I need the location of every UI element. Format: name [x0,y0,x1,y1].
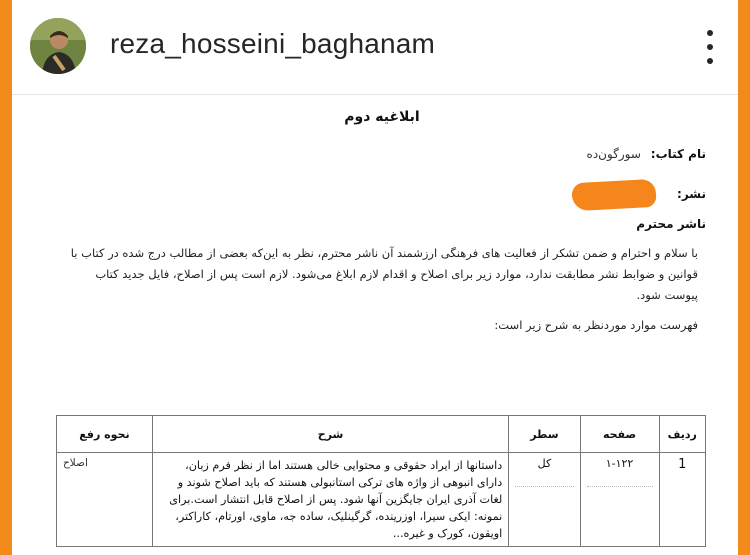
header-row: ردیف [659,416,706,453]
book-name-label: نام کتاب: [650,147,706,161]
profile-photo-icon [30,18,86,74]
list-intro: فهرست موارد موردنظر به شرح زیر است: [494,318,698,332]
cell-description: داستانها از ایراد حقوقی و محتوایی خالی هستند اما از نظر فرم زبان، دارای انبوهی از واژه های ترکی استانبولی هستند که باید اصلاح شوند و لغات آذری ایران جایگزین آنها شود. پس از اصلاح قابل انتشار است.برای نمونه: ایکی سیرا، اوزریندە، گرگینلیک، سادە جه، ماوی، اورتام، کاراکتر، اویقون، کورک و غیره... [152,453,508,547]
publisher-label: نشر: [677,187,706,201]
header-description: شرح [152,416,508,453]
post-header [12,0,738,95]
book-name-field [587,147,706,161]
cell-line: کل [509,453,580,547]
body-paragraph: با سلام و احترام و ضمن تشکر از فعالیت های فرهنگی ارزشمند آن ناشر محترم، نظر به این‌که بعضی از مطالب درج شده در کتاب با قوانین و ضوابط نشر مطابقت ندارد، موارد زیر برای اصلاح و اقدام لازم ابلاغ می‌شود. لازم است پس از اصلاح، فایل جدید کتاب پیوست شود. [70,246,698,302]
header-line: سطر [509,416,580,453]
header-resolution: نحوه رفع [57,416,153,453]
items-table [56,415,706,547]
table-header-row [57,416,706,453]
table-row [57,453,706,547]
document-title: ابلاغیه دوم [344,109,420,125]
header-page: صفحه [580,416,659,453]
cell-row: 1 [659,453,706,547]
vertical-ellipsis-icon [707,30,713,36]
cell-page: ۱-۱۲۲ [580,453,659,547]
respect-heading: ناشر محترم [636,217,706,231]
more-options-button[interactable] [698,30,722,64]
redaction-mark [571,179,656,211]
document-image [12,95,738,555]
username[interactable]: reza_hosseini_baghanam [110,28,436,59]
avatar[interactable] [30,18,86,74]
book-name-value: سورگون‌ده [586,147,641,161]
post-card [12,0,738,555]
publisher-field [677,187,706,201]
cell-resolution: اصلاح [57,453,153,547]
